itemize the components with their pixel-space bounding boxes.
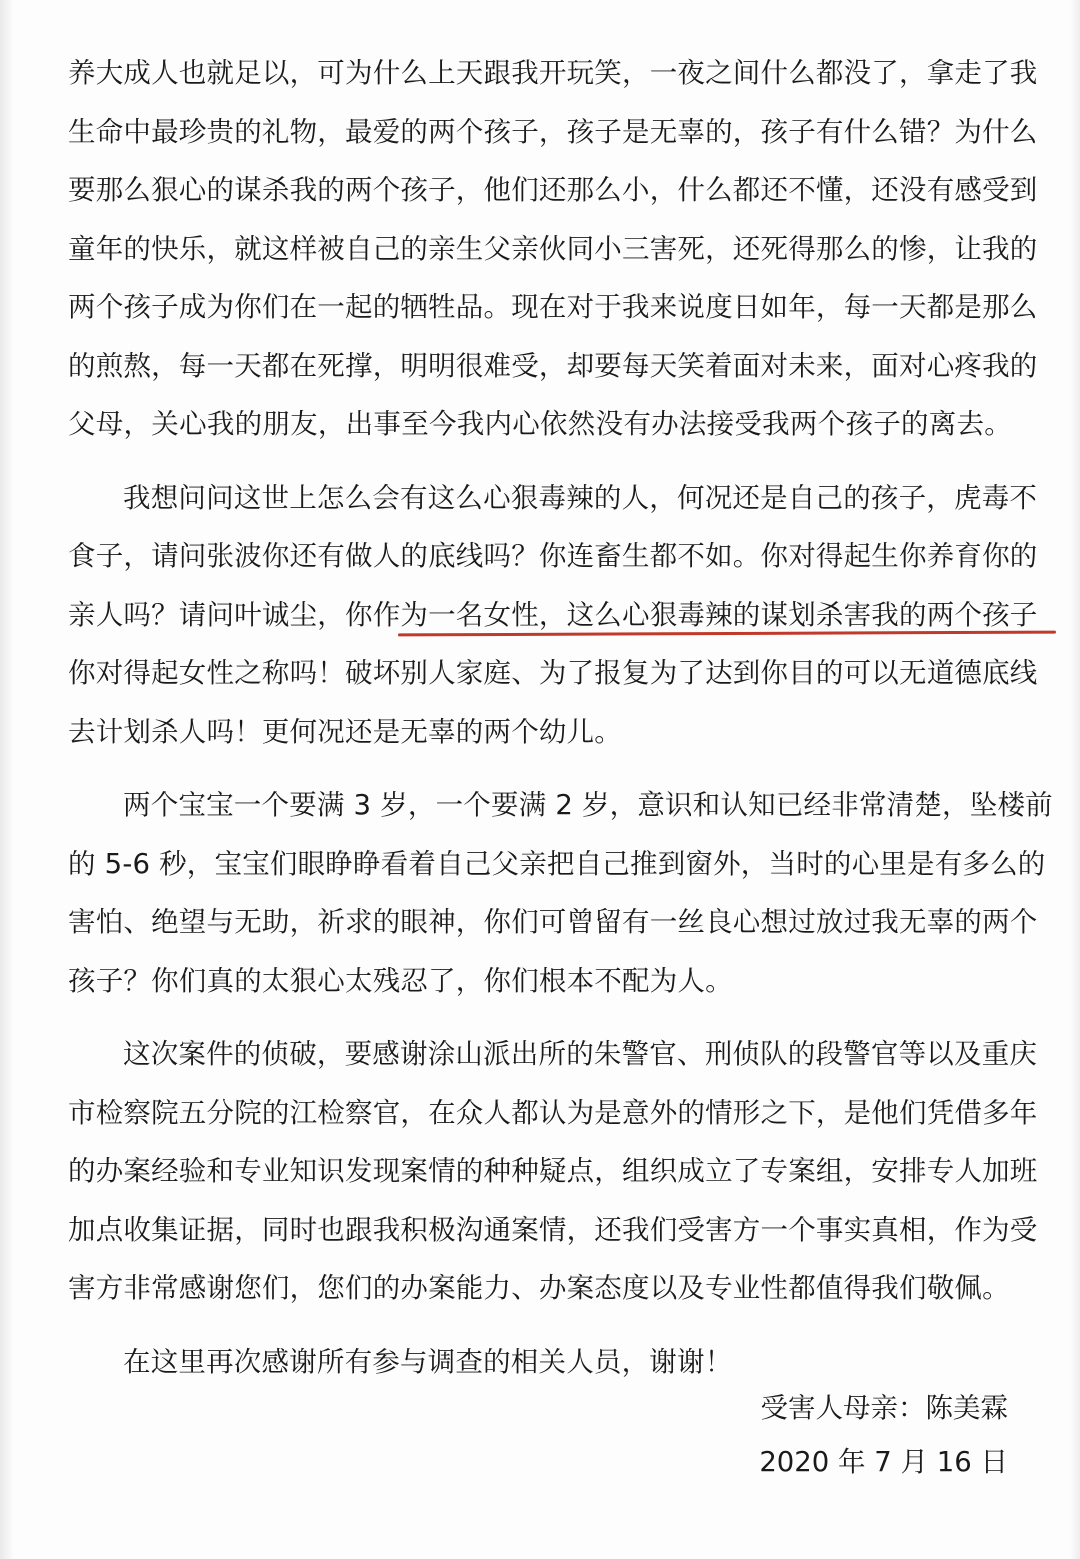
letter-date: 2020 年 7 月 16 日 (759, 1446, 1008, 1478)
text-line: 害方非常感谢您们，您们的办案能力、办案态度以及专业性都值得我们敬佩。 (68, 1272, 1010, 1304)
text-line: 食子，请问张波你还有做人的底线吗？你连畜生都不如。你对得起生你养育你的 (68, 540, 1038, 572)
text-line: 生命中最珍贵的礼物，最爱的两个孩子，孩子是无辜的，孩子有什么错？为什么 (68, 115, 1038, 148)
scan-shadow-right (1070, 0, 1080, 1559)
paragraph-2 (68, 469, 1038, 762)
text-line: 的 5-6 秒，宝宝们眼睁睁看着自己父亲把自己推到窗外，当时的心里是有多么的 (68, 847, 1046, 880)
text-line: 童年的快乐，就这样被自己的亲生父亲伙同小三害死，还死得那么的惨，让我的 (68, 232, 1038, 265)
paragraph-4 (68, 1025, 1038, 1318)
text-line: 去计划杀人吗！更何况还是无辜的两个幼儿。 (68, 715, 622, 748)
text-line: 害怕、绝望与无助，祈求的眼神，你们可曾留有一丝良心想过放过我无辜的两个 (68, 906, 1038, 938)
paragraph-1 (68, 44, 1038, 454)
scan-shadow-left (0, 0, 14, 1559)
text-line: 两个宝宝一个要满 3 岁，一个要满 2 岁，意识和认知已经非常清楚，坠楼前 (123, 789, 1053, 821)
letter-body (68, 44, 1053, 1391)
paragraph-5 (68, 1333, 1012, 1392)
text-line: 父母，关心我的朋友，出事至今我内心依然没有办法接受我两个孩子的离去。 (68, 408, 1012, 440)
text-line: 的煎熬，每一天都在死撑，明明很难受，却要每天笑着面对未来，面对心疼我的 (68, 349, 1038, 382)
text-line: 亲人吗？请问叶诚尘，你作为一名女性，这么心狠毒辣的谋划杀害我的两个孩子 (68, 598, 1038, 631)
text-line: 养大成人也就足以，可为什么上天跟我开玩笑，一夜之间什么都没了，拿走了我 (68, 57, 1038, 89)
text-line: 加点收集证据，同时也跟我积极沟通案情，还我们受害方一个事实真相，作为受 (68, 1213, 1038, 1246)
text-line: 两个孩子成为你们在一起的牺牲品。现在对于我来说度日如年，每一天都是那么 (68, 291, 1038, 323)
text-line: 你对得起女性之称吗！破坏别人家庭、为了报复为了达到你目的可以无道德底线 (68, 657, 1038, 689)
paragraph-3 (68, 776, 1053, 1010)
text-line: 我想问问这世上怎么会有这么心狠毒辣的人，何况还是自己的孩子，虎毒不 (123, 481, 1038, 514)
signature: 受害人母亲：陈美霖 (760, 1392, 1008, 1424)
text-line: 要那么狠心的谋杀我的两个孩子，他们还那么小，什么都还不懂，还没有感受到 (68, 174, 1038, 206)
text-line: 在这里再次感谢所有参与调查的相关人员，谢谢！ (123, 1345, 733, 1378)
text-line: 市检察院五分院的江检察官，在众人都认为是意外的情形之下，是他们凭借多年 (68, 1096, 1038, 1129)
text-line: 这次案件的侦破，要感谢涂山派出所的朱警官、刑侦队的段警官等以及重庆 (123, 1038, 1038, 1070)
text-line: 的办案经验和专业知识发现案情的种种疑点，组织成立了专案组，安排专人加班 (68, 1155, 1038, 1187)
text-line: 孩子？你们真的太狠心太残忍了，你们根本不配为人。 (68, 964, 733, 997)
